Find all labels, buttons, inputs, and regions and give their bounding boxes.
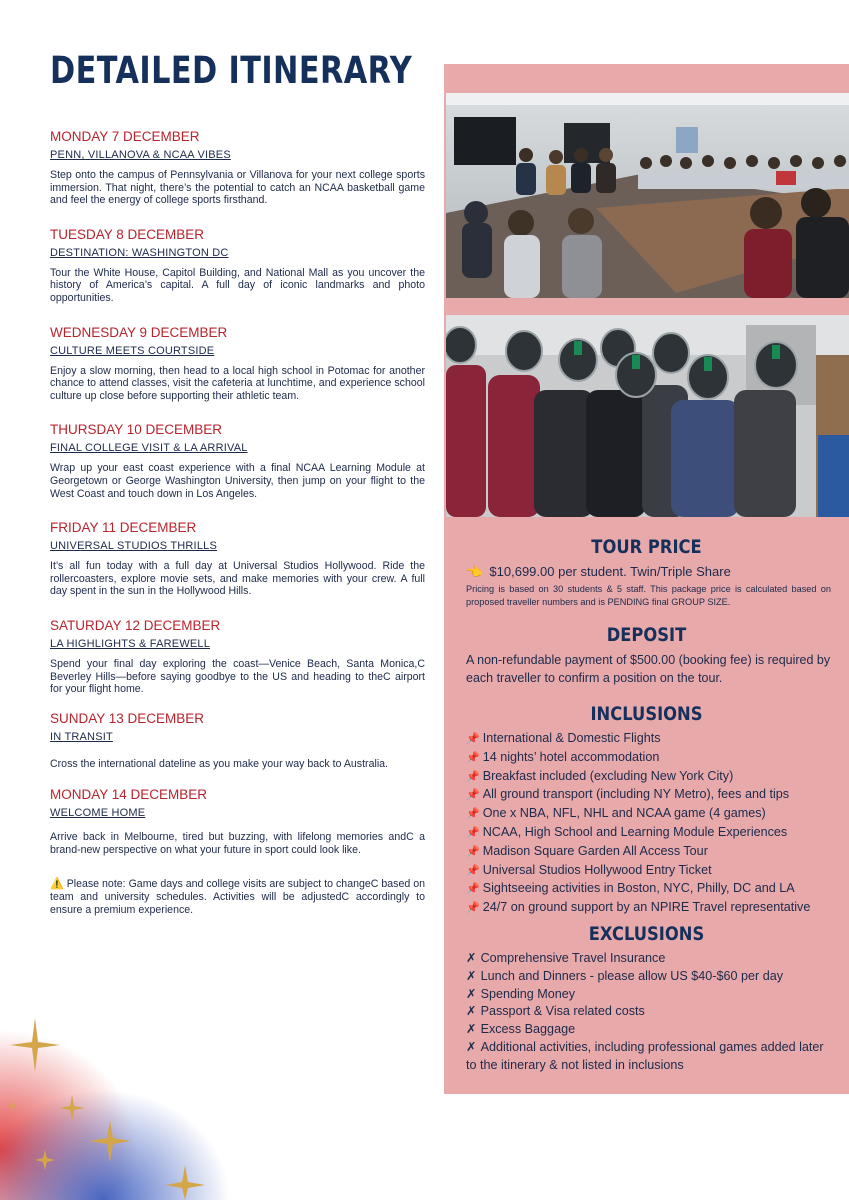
exclusion-text: Passport & Visa related costs [480, 1004, 645, 1019]
hand-point-icon: 👈 [466, 564, 483, 579]
pushpin-icon: 📌 [466, 733, 480, 745]
inclusion-text: 14 nights’ hotel accommodation [482, 749, 660, 764]
day-subtitle: LA HIGHLIGHTS & FAREWELL [50, 637, 211, 650]
exclusion-text: Comprehensive Travel Insurance [480, 951, 666, 965]
sparkle-decoration [0, 1000, 230, 1200]
inclusion-text: NCAA, High School and Learning Module Experiences [482, 824, 788, 839]
inclusion-text: Universal Studios Hollywood Entry Ticket [482, 862, 712, 877]
exclusion-text: Additional activities, including professional games added later to the itinerary & not listed in inclusions [466, 1039, 824, 1072]
day-description: Wrap up your east coast experience with a final NCAA Learning Module at Georgetown or George Washington University, then jump on your flight to the West Coast and touch down in Los Angeles. [50, 462, 425, 500]
exclusion-text: Lunch and Dinners - please allow US $40-$60 per day [480, 968, 783, 983]
inclusions-list [466, 730, 831, 918]
pushpin-icon: 📌 [466, 789, 480, 802]
inclusion-text: All ground transport (including NY Metro), fees and tips [482, 787, 790, 802]
schedule-note [50, 878, 425, 916]
day-item [50, 226, 425, 305]
day-subtitle: FINAL COLLEGE VISIT & LA ARRIVAL [50, 442, 248, 455]
list-item [466, 1021, 831, 1039]
cross-icon: ✗ [466, 951, 477, 965]
day-description: Step onto the campus of Pennsylvania or Villanova for your next college sports immersion. That night, there’s the potential to catch an NCAA basketball game and feel the energy of college sports firsthand. [50, 169, 425, 207]
day-subtitle: WELCOME HOME [50, 807, 146, 820]
day-item [50, 786, 425, 856]
list-item [466, 986, 831, 1004]
day-item [50, 421, 425, 500]
warning-icon: ⚠️ [50, 878, 64, 891]
inclusion-text: One x NBA, NFL, NHL and NCAA game (4 games) [482, 806, 766, 821]
inclusion-text: Sightseeing activities in Boston, NYC, Philly, DC and LA [482, 881, 795, 896]
deposit-text: A non-refundable payment of $500.00 (booking fee) is required by each traveller to confirm a position on the tour. [466, 653, 831, 685]
list-item [466, 899, 831, 918]
page-title: DETAILED ITINERARY [50, 49, 413, 92]
list-item [466, 880, 831, 899]
pushpin-icon: 📌 [466, 864, 480, 877]
inclusion-text: 24/7 on ground support by an NPIRE Travel representative [482, 900, 811, 915]
inclusion-text: International & Domestic Flights [482, 731, 661, 745]
day-description: Arrive back in Melbourne, tired but buzzing, with lifelong memories andC a brand-new perspective on what your future in sport could look like. [50, 831, 425, 856]
day-date: MONDAY 7 DECEMBER [50, 129, 200, 144]
list-item [466, 950, 831, 968]
day-date: THURSDAY 10 DECEMBER [50, 422, 223, 438]
inclusions-heading: INCLUSIONS [590, 703, 703, 725]
list-item [466, 768, 831, 787]
inclusion-text: Breakfast included (excluding New York City) [482, 768, 734, 783]
pushpin-icon: 📌 [466, 770, 480, 783]
exclusion-text: Excess Baggage [480, 1022, 576, 1037]
day-item [50, 617, 425, 696]
pushpin-icon: 📌 [466, 845, 480, 858]
list-item [466, 730, 831, 749]
day-item [50, 519, 425, 598]
day-description: Cross the international dateline as you make your way back to Australia. [50, 757, 389, 770]
list-item [466, 805, 831, 824]
price-note: Pricing is based on 30 students & 5 staff. This package price is calculated based on proposed traveller numbers and is PENDING final GROUP SIZE. [466, 584, 831, 607]
meeting-room-photo [446, 93, 849, 298]
list-item [466, 1003, 831, 1021]
day-item [50, 128, 425, 207]
day-description: Tour the White House, Capitol Building, and National Mall as you uncover the history of America’s capital. A full day of iconic landmarks and photo opportunities. [50, 266, 425, 304]
day-item [50, 710, 425, 771]
cross-icon: ✗ [466, 1039, 477, 1054]
list-item [466, 843, 831, 862]
day-subtitle: PENN, VILLANOVA & NCAA VIBES [50, 149, 231, 161]
exclusions-heading: EXCLUSIONS [588, 923, 705, 945]
day-date: FRIDAY 11 DECEMBER [50, 520, 197, 536]
day-date: SUNDAY 13 DECEMBER [50, 710, 205, 726]
pushpin-icon: 📌 [466, 883, 480, 896]
pushpin-icon: 📌 [466, 902, 480, 915]
list-item [466, 749, 831, 768]
day-subtitle: UNIVERSAL STUDIOS THRILLS [50, 540, 217, 553]
tour-price-section [466, 563, 831, 609]
list-item [466, 968, 831, 986]
tour-price-heading: TOUR PRICE [591, 536, 702, 558]
exclusion-text: Spending Money [480, 986, 576, 1001]
itinerary-column [50, 128, 425, 916]
list-item [466, 1039, 831, 1075]
inclusion-text: Madison Square Garden All Access Tour [482, 843, 708, 858]
price-text: $10,699.00 per student. Twin/Triple Share [489, 564, 731, 579]
day-date: SATURDAY 12 DECEMBER [50, 617, 221, 633]
team-helmets-photo [446, 315, 849, 517]
pushpin-icon: 📌 [466, 826, 480, 839]
pushpin-icon: 📌 [466, 808, 480, 821]
day-subtitle: CULTURE MEETS COURTSIDE [50, 344, 215, 357]
cross-icon: ✗ [466, 968, 477, 983]
exclusions-list [466, 950, 831, 1075]
price-line [466, 563, 831, 580]
note-text: Please note: Game days and college visits are subject to changeC based on team and university schedules. Activities will be adjustedC accordingly to ensure a premium experience. [50, 878, 425, 916]
day-subtitle: IN TRANSIT [50, 730, 113, 743]
list-item [466, 824, 831, 843]
day-description: It’s all fun today with a full day at Universal Studios Hollywood. Ride the rollercoasters, explore movie sets, and make memories with your crew. A full day spent in the sun in the Hollywood Hills. [50, 560, 425, 598]
list-item [466, 786, 831, 805]
pushpin-icon: 📌 [466, 751, 480, 764]
day-date: WEDNESDAY 9 DECEMBER [50, 324, 228, 340]
deposit-heading: DEPOSIT [606, 624, 687, 646]
day-description: Enjoy a slow morning, then head to a local high school in Potomac for another chance to attend classes, visit the cafeteria at lunchtime, and experience school culture up close before supporting their athletic team. [50, 364, 425, 402]
cross-icon: ✗ [466, 1004, 477, 1019]
day-description: Spend your final day exploring the coast—Venice Beach, Santa Monica,C Beverley Hills—before saying goodbye to the US and heading to theC airport for your flight home. [50, 657, 425, 696]
cross-icon: ✗ [466, 1022, 477, 1037]
day-subtitle: DESTINATION: WASHINGTON DC [50, 246, 229, 259]
day-date: MONDAY 14 DECEMBER [50, 787, 208, 803]
cross-icon: ✗ [466, 986, 477, 1001]
list-item [466, 862, 831, 881]
day-item [50, 324, 425, 403]
day-date: TUESDAY 8 DECEMBER [50, 226, 205, 242]
